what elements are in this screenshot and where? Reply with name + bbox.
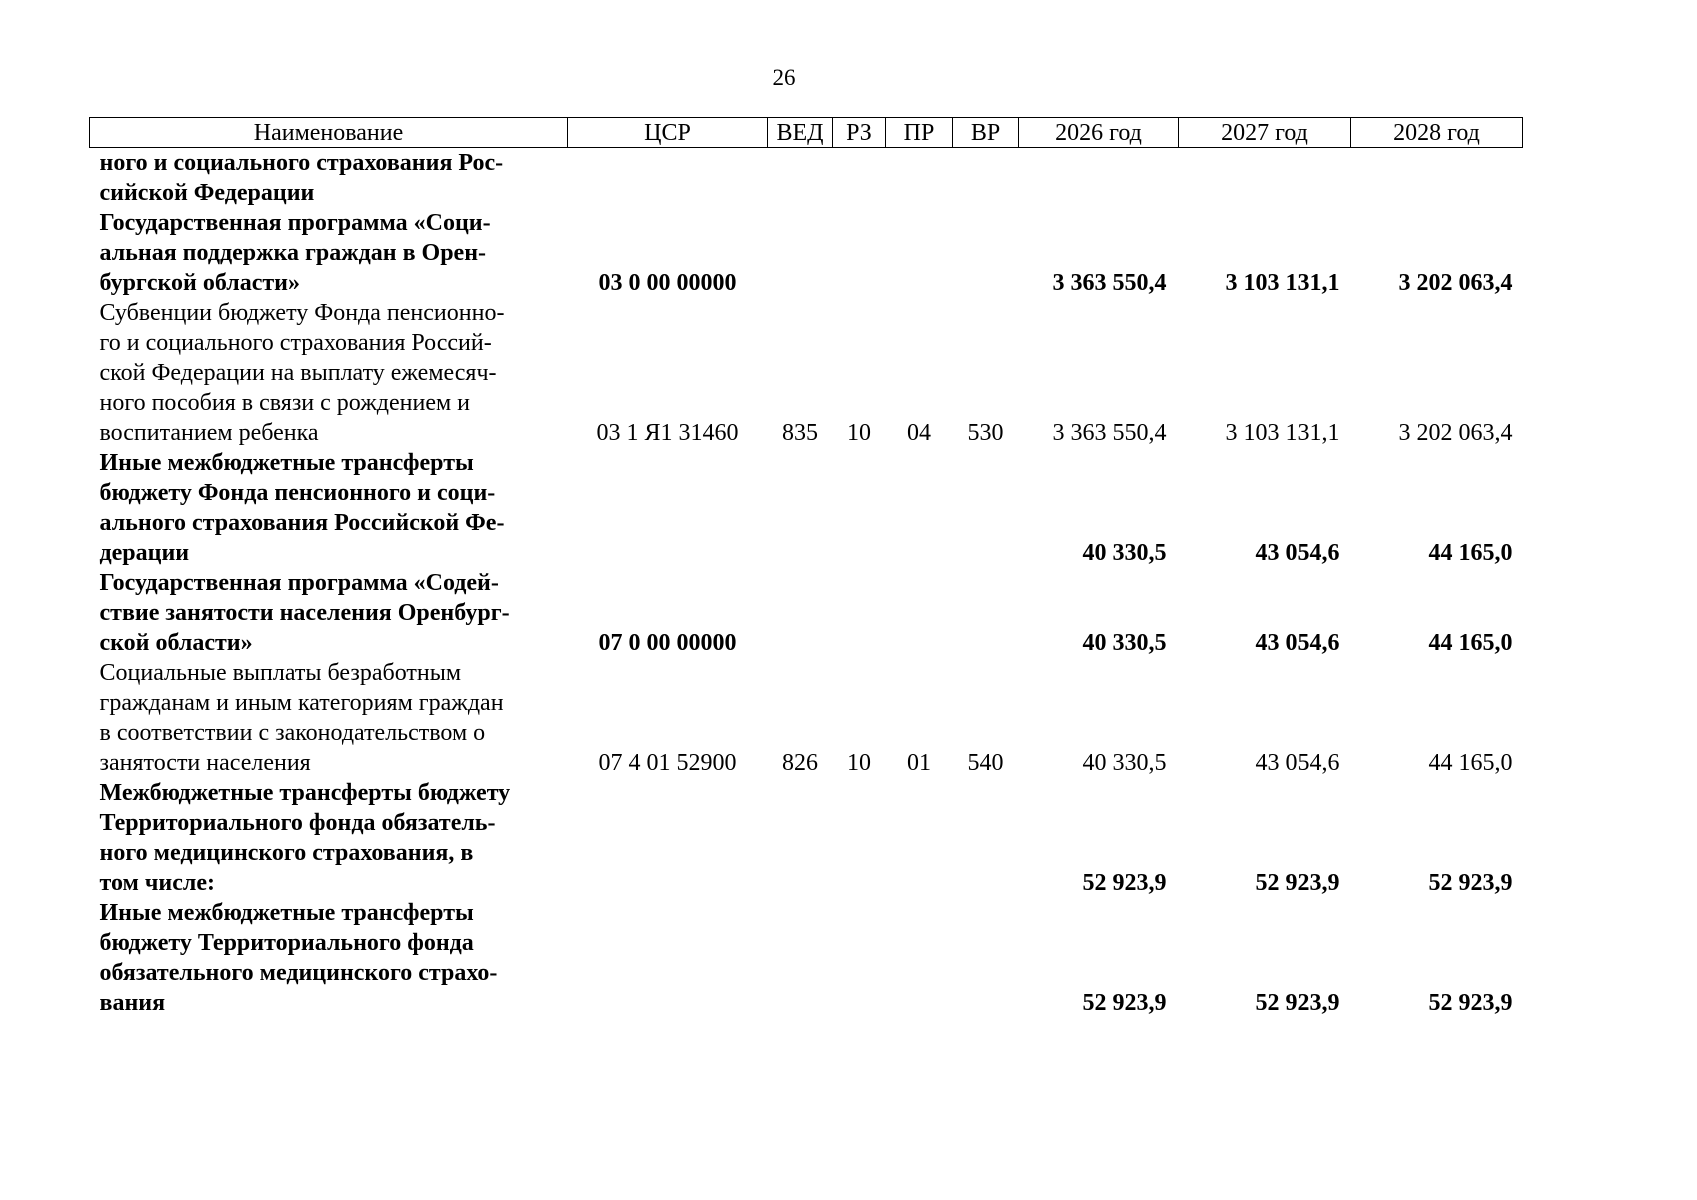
cell-2026: 52 923,9 [1082,870,1167,896]
name-line: Иные межбюджетные трансферты [99,900,474,926]
cell-vr: 530 [967,420,1004,446]
cell-name [90,568,568,658]
cell-rz [833,898,886,1018]
cell-pr [886,898,953,1018]
table-header-row [90,118,1523,148]
cell-name [90,778,568,898]
cell-rz [833,568,886,658]
name-line: сийской Федерации [99,180,315,206]
cell-name [90,208,568,298]
table-row [90,778,1523,898]
name-line: го и социального страхования Россий- [99,330,492,356]
name-line: Государственная программа «Соци- [99,210,491,236]
cell-ved [768,148,833,209]
header-2027: 2027 год [1179,118,1351,148]
cell-csr: 03 1 Я1 31460 [596,420,739,446]
name-line: вания [99,990,166,1016]
cell-csr: 03 0 00 00000 [598,270,737,296]
cell-2026: 40 330,5 [1082,750,1167,776]
cell-rz [833,208,886,298]
cell-ved [768,778,833,898]
name-line: бургской области» [99,270,300,296]
cell-vr [953,208,1019,298]
cell-rz [833,148,886,209]
cell-2026: 40 330,5 [1082,540,1167,566]
header-ved: ВЕД [768,118,833,148]
cell-2027 [1179,148,1351,209]
cell-name [90,448,568,568]
cell-csr [568,898,768,1018]
cell-pr [886,568,953,658]
header-2028: 2028 год [1351,118,1523,148]
cell-2028: 44 165,0 [1428,540,1513,566]
name-line: Иные межбюджетные трансферты [99,450,474,476]
cell-2027: 52 923,9 [1255,870,1340,896]
cell-pr [886,448,953,568]
name-line: ного пособия в связи с рождением и [99,390,471,416]
name-line: Межбюджетные трансферты бюджету [99,780,511,806]
cell-name [90,298,568,448]
cell-rz: 10 [847,750,871,776]
name-line: ской области» [99,630,253,656]
cell-ved [768,898,833,1018]
name-line: ствие занятости населения Оренбург- [99,600,510,626]
table-row [90,298,1523,448]
table-row [90,658,1523,778]
cell-2027: 52 923,9 [1255,990,1340,1016]
header-csr: ЦСР [568,118,768,148]
name-line: Субвенции бюджету Фонда пенсионно- [99,300,505,326]
name-line: воспитанием ребенка [99,420,319,446]
cell-vr [953,568,1019,658]
cell-csr: 07 4 01 52900 [598,750,737,776]
cell-2027: 3 103 131,1 [1225,270,1340,296]
cell-csr [568,148,768,209]
name-line: занятости населения [99,750,311,776]
cell-pr [886,778,953,898]
cell-2028: 52 923,9 [1428,870,1513,896]
cell-name [90,658,568,778]
header-name: Наименование [90,118,568,148]
name-line: дерации [99,540,190,566]
name-line: ального страхования Российской Фе- [99,510,505,536]
cell-2026: 3 363 550,4 [1052,420,1167,446]
name-line: Территориального фонда обязатель- [99,810,496,836]
name-line: гражданам и иным категориям граждан [99,690,504,716]
name-line: ного и социального страхования Рос- [99,150,504,176]
cell-2026: 40 330,5 [1082,630,1167,656]
cell-csr: 07 0 00 00000 [598,630,737,656]
cell-rz [833,448,886,568]
cell-csr [568,448,768,568]
cell-2028: 52 923,9 [1428,990,1513,1016]
cell-2028 [1351,148,1523,209]
table-row [90,208,1523,298]
name-line: Государственная программа «Содей- [99,570,499,596]
cell-name [90,898,568,1018]
header-vr: ВР [953,118,1019,148]
header-rz: РЗ [833,118,886,148]
cell-ved [768,448,833,568]
table-body [90,148,1523,1019]
cell-rz: 10 [847,420,871,446]
table-row [90,898,1523,1018]
cell-2028: 3 202 063,4 [1398,420,1513,446]
cell-pr [886,148,953,209]
page-number: 26 [772,65,796,90]
cell-2028: 44 165,0 [1428,630,1513,656]
cell-pr: 04 [907,420,931,446]
header-pr: ПР [886,118,953,148]
name-line: ного медицинского страхования, в [99,840,474,866]
header-2026: 2026 год [1019,118,1179,148]
cell-2028: 3 202 063,4 [1398,270,1513,296]
cell-2026 [1019,148,1179,209]
cell-2026: 3 363 550,4 [1052,270,1167,296]
cell-ved [768,568,833,658]
cell-ved: 826 [782,750,818,776]
name-line: альная поддержка граждан в Орен- [99,240,487,266]
cell-vr [953,778,1019,898]
name-line: бюджету Фонда пенсионного и соци- [99,480,496,506]
cell-ved [768,208,833,298]
cell-ved: 835 [782,420,818,446]
cell-vr [953,448,1019,568]
table-row [90,568,1523,658]
name-line: бюджету Территориального фонда [99,930,474,956]
cell-name [90,148,568,209]
cell-2028: 44 165,0 [1428,750,1513,776]
cell-2026: 52 923,9 [1082,990,1167,1016]
name-line: ской Федерации на выплату ежемесяч- [99,360,497,386]
cell-csr [568,778,768,898]
cell-2027: 3 103 131,1 [1225,420,1340,446]
name-line: том числе: [99,870,215,896]
cell-pr [886,208,953,298]
cell-vr [953,898,1019,1018]
table-row [90,148,1523,209]
budget-table [89,117,1523,1018]
cell-pr: 01 [907,750,931,776]
name-line: Социальные выплаты безработным [99,660,462,686]
cell-2027: 43 054,6 [1255,750,1340,776]
table-row [90,448,1523,568]
cell-rz [833,778,886,898]
cell-2027: 43 054,6 [1255,540,1340,566]
name-line: в соответствии с законодательством о [99,720,486,746]
cell-vr: 540 [967,750,1004,776]
cell-2027: 43 054,6 [1255,630,1340,656]
name-line: обязательного медицинского страхо- [99,960,498,986]
cell-vr [953,148,1019,209]
